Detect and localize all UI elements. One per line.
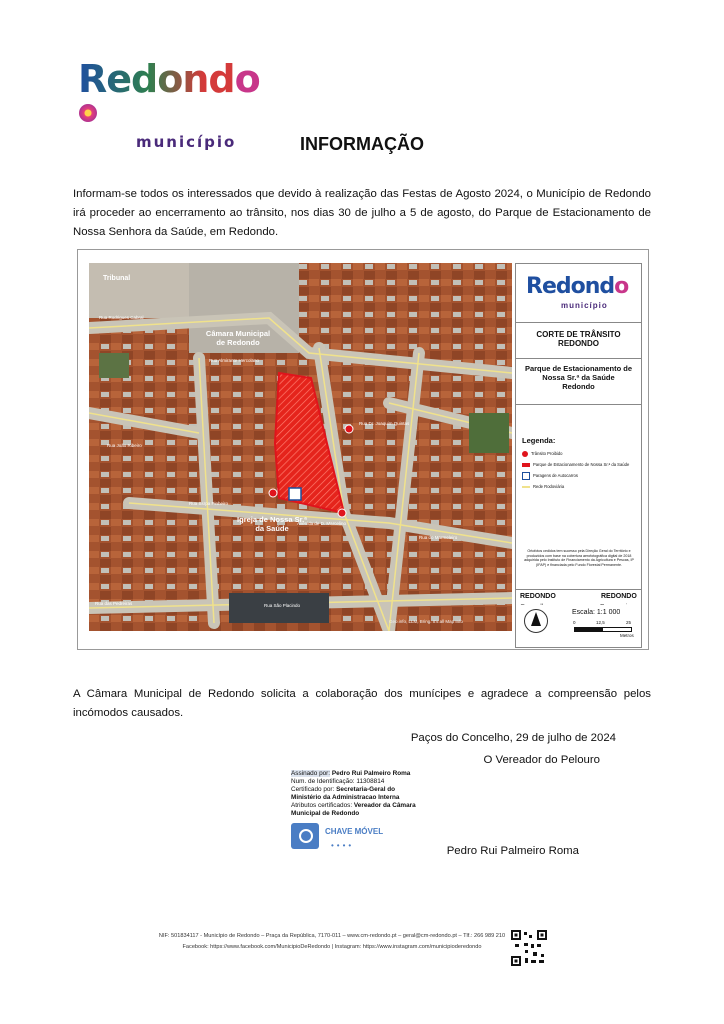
label-rua7: Rua São Placindo	[264, 603, 301, 608]
map-info-panel	[515, 263, 642, 635]
page-title: INFORMAÇÃO	[300, 134, 424, 154]
map-credit: Geo.info, LLM, Bring. It's all Map Info	[389, 619, 463, 624]
dots-icon: ••••	[331, 841, 355, 850]
panel-place	[516, 358, 641, 405]
panel-place-3: Redondo	[562, 382, 595, 391]
municipio-logo	[78, 57, 268, 151]
logo-word-b: o	[234, 57, 260, 101]
legend-title: Legenda:	[522, 436, 556, 445]
legend-item: Parque de Estacionamento de Nossa Sr.ª da Saúde	[522, 459, 640, 470]
legend	[522, 448, 640, 492]
digital-signature: Assinado por: Pedro Rui Palmeiro Roma Num. de Identificação: 11308814 Certificado por: Secretaria-Geral do Ministério da Administracao Interna Atributos certificados: Vereador da Câmara Municipal de Redondo CHAVE MÓVEL ••••	[291, 770, 416, 850]
panel-heading	[516, 322, 641, 359]
qr-code-icon	[511, 930, 547, 966]
chave-movel-badge: CHAVE MÓVEL	[325, 827, 384, 836]
panel-note: Ortofotos cedidos tem sucesso pela Direção Geral do Território e produzidos com base na cobertura aerofotográfica digital de 2018 adquirida pelo Instituto de Financiamento da Agricultura e Pescas, IP (IFAP) e financiada pelo Fundo Florestal Permanente.	[524, 549, 634, 567]
signer-role: O Vereador do Pelouro	[483, 754, 600, 766]
panel-place-1: Parque de Estacionamento de	[524, 364, 633, 373]
logo-word-a: Redond	[78, 57, 235, 101]
logo-sub: município	[136, 133, 237, 151]
panel-logo-section	[516, 264, 641, 323]
scale-text: Escala: 1:1 000	[572, 609, 621, 616]
label-rua1: Rua Almirante Hercolano	[209, 358, 260, 363]
label-rua9: Rua João Ribeiro	[107, 443, 142, 448]
road-line-icon	[522, 486, 530, 488]
scale-tick-1: 12,5	[596, 620, 605, 625]
panel-logo-b: o	[614, 274, 629, 299]
legend-item: Trânsito Proibido	[522, 448, 640, 459]
legend-item: Rede Rodoviária	[522, 481, 640, 492]
panel-logo-a: Redond	[526, 274, 615, 299]
no-entry-icon	[522, 451, 528, 457]
scale-unit: Metros	[620, 633, 634, 638]
freguesia-name: REDONDO	[601, 593, 637, 600]
intro-paragraph: Informam-se todos os interessados que devido à realização das Festas de Agosto 2024, o Município de Redondo irá proceder ao encerramento ao trânsito, nos dias 30 de julho a 5 de agosto, do Parque de Estacionamento de Nossa Senhora da Saúde, em Redondo.	[73, 188, 651, 238]
scale-bar	[574, 627, 632, 632]
panel-place-2: Nossa Sr.ª da Saúde	[542, 373, 615, 382]
panel-logo-sub: município	[561, 301, 608, 310]
hatch-area-icon	[522, 463, 530, 467]
label-rua4: Avenida de D. Marcelino	[297, 521, 346, 526]
aerial-svg	[89, 263, 512, 631]
footer-line-2: Facebook: https://www.facebook.com/MunicipioDeRedondo | Instagram: https://www.instagram.com/municipioderedondo	[182, 944, 482, 950]
scale-tick-0: 0	[573, 620, 576, 625]
bus-stop-icon	[522, 472, 530, 480]
label-camara: Câmara Municipal de Redondo	[205, 329, 271, 347]
footer-line-1: NIF: 501834117 - Município de Redondo – Praça da República, 7170-011 – www.cm-redondo.pt – geral@cm-redondo.pt – Tlf.: 266 989 210	[158, 933, 506, 939]
label-tribunal: Tribunal	[103, 275, 131, 282]
legend-item: Paragens de Autocarros	[522, 470, 640, 481]
closing-paragraph: A Câmara Municipal de Redondo solicita a colaboração dos munícipes e agradece a compreensão pelos incómodos causados.	[73, 688, 651, 719]
place-date: Paços do Concelho, 29 de julho de 2024	[410, 732, 616, 744]
label-igreja: Igreja de Nossa Sr.ª da Saúde	[237, 515, 307, 533]
north-arrow-icon	[524, 609, 548, 633]
aerial-photo	[89, 263, 512, 631]
label-rua5: Rua do Marmeleiro	[419, 535, 458, 540]
scale-block	[515, 605, 642, 648]
panel-heading-2: REDONDO	[558, 339, 599, 348]
scale-tick-2: 25	[626, 620, 632, 625]
label-rua3: Rua Ssrpa Pinheiro	[189, 501, 229, 506]
label-rua8: Rua Rodrigues Cabral	[99, 315, 144, 320]
signer-name: Pedro Rui Palmeiro Roma	[446, 845, 579, 857]
concelho-name: REDONDO	[520, 593, 556, 600]
label-rua2: Rua Dr. Joaquim Quintas	[359, 421, 410, 426]
closure-map	[77, 249, 649, 650]
panel-heading-1: CORTE DE TRÂNSITO	[536, 330, 621, 339]
flower-icon	[79, 104, 97, 122]
label-rua6: Rua das Pedreiras	[95, 601, 133, 606]
